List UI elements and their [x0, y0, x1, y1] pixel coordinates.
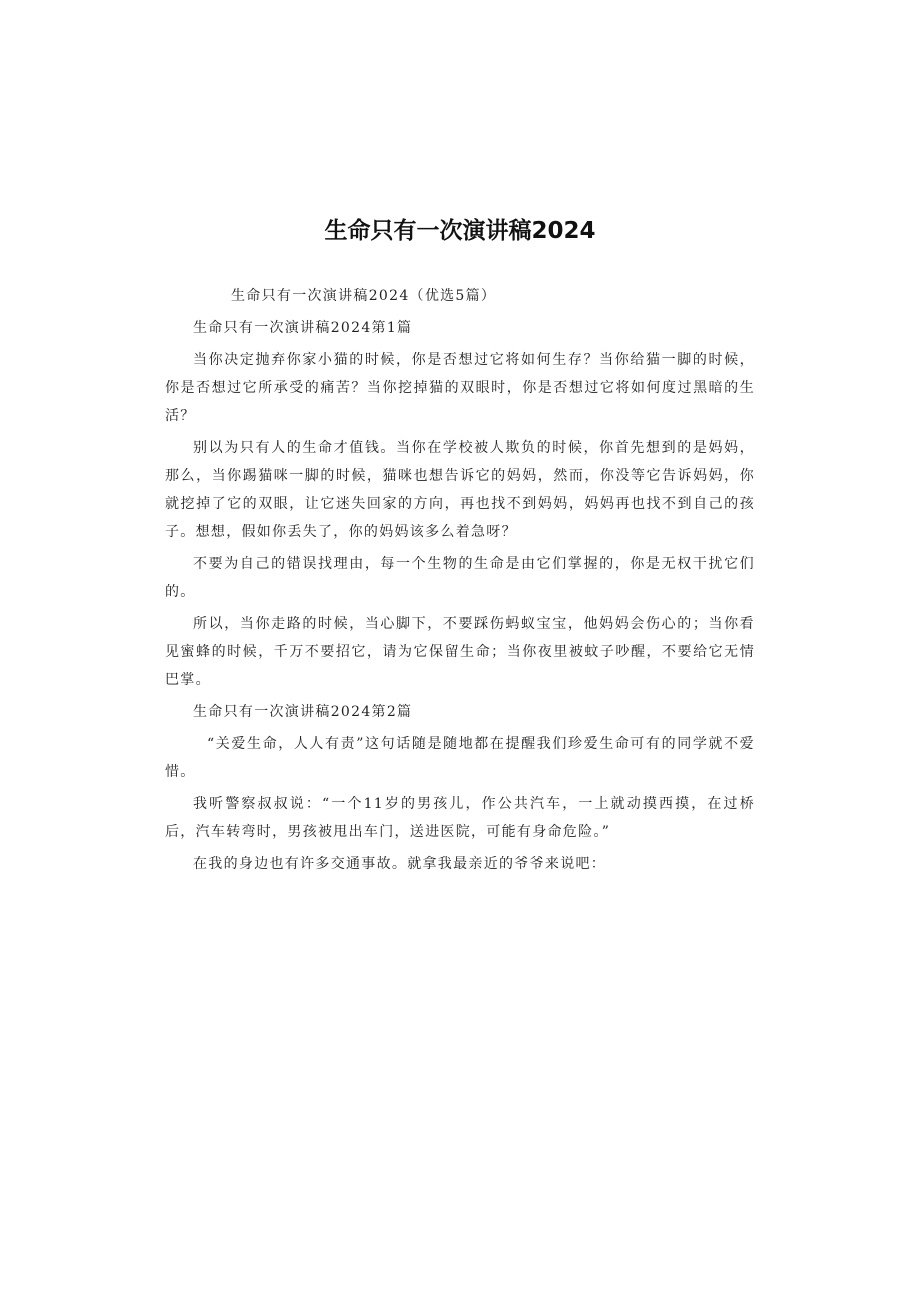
document-body	[165, 282, 755, 882]
document-title: 生命只有一次演讲稿2024	[324, 218, 596, 244]
document-subtitle: 生命只有一次演讲稿2024（优选5篇）	[231, 288, 497, 304]
section-2-quote: “关爱生命，人人有责”这句话随是随地都在提醒我们珍爱生命可有的同学就不爱惜。	[165, 736, 755, 780]
section-1-paragraph: 不要为自己的错误找理由，每一个生物的生命是由它们掌握的，你是无权干扰它们的。	[165, 556, 755, 600]
section-1-paragraph: 别以为只有人的生命才值钱。当你在学校被人欺负的时候，你首先想到的是妈妈，那么，当你踢猫咪一脚的时候，猫咪也想告诉它的妈妈，然而，你没等它告诉妈妈，你就挖掉了它的双眼，让它迷失回家的方向，再也找不到妈妈，妈妈再也找不到自己的孩子。想想，假如你丢失了，你的妈妈该多么着急呀？	[165, 440, 755, 540]
section-2-paragraph: 我听警察叔叔说：“一个11岁的男孩儿，作公共汽车，一上就动摸西摸，在过桥后，汽车转弯时，男孩被甩出车门，送进医院，可能有身命危险。”	[165, 796, 755, 840]
section-2-paragraph: 在我的身边也有许多交通事故。就拿我最亲近的爷爷来说吧：	[193, 856, 607, 872]
section-1-heading: 生命只有一次演讲稿2024第1篇	[193, 320, 413, 336]
section-1-paragraph: 当你决定抛弃你家小猫的时候，你是否想过它将如何生存？当你给猫一脚的时候，你是否想过它所承受的痛苦？当你挖掉猫的双眼时，你是否想过它将如何度过黑暗的生活？	[165, 352, 755, 424]
section-1-paragraph: 所以，当你走路的时候，当心脚下，不要踩伤蚂蚁宝宝，他妈妈会伤心的；当你看见蜜蜂的时候，千万不要招它，请为它保留生命；当你夜里被蚊子吵醒，不要给它无情巴掌。	[165, 616, 755, 688]
section-2-heading: 生命只有一次演讲稿2024第2篇	[193, 704, 413, 720]
